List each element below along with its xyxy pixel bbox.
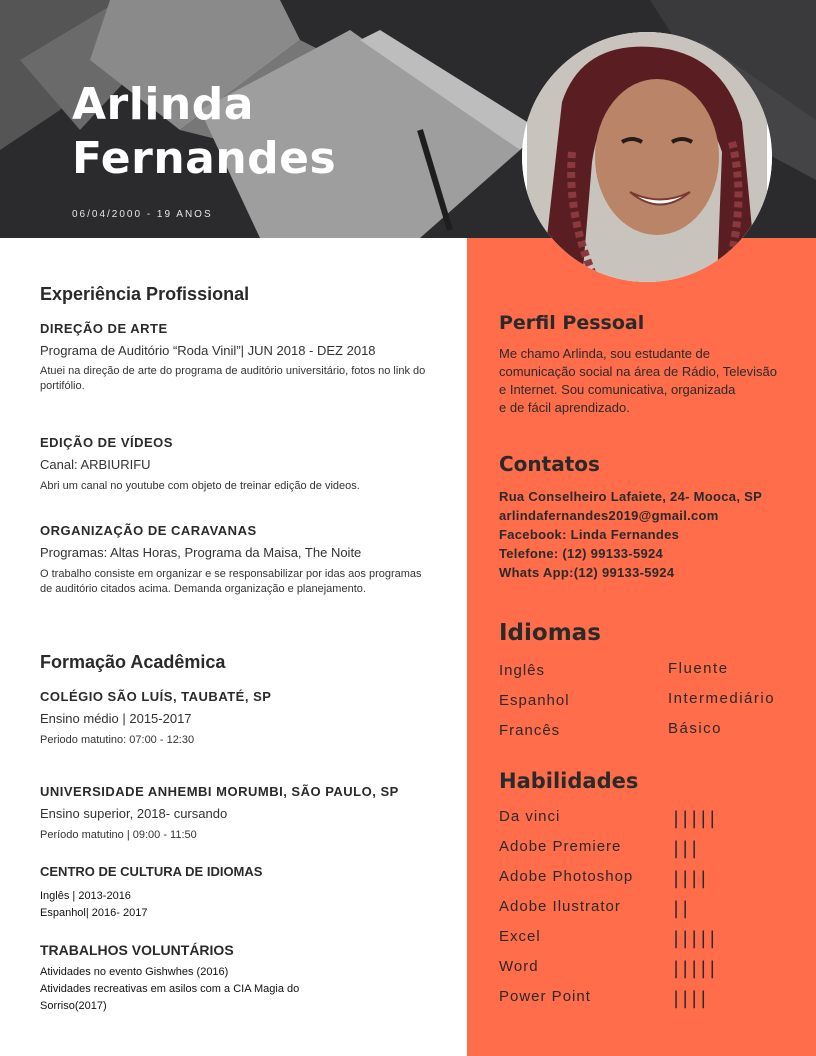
experience-item-title: DIREÇÃO DE ARTE [40, 321, 168, 336]
skill-row [499, 928, 809, 950]
volunteer-line: Atividades no evento Gishwhes (2016) [40, 966, 229, 978]
volunteer-line: Atividades recreativas em asilos com a CIA Magia do [40, 983, 300, 995]
skill-row [499, 988, 809, 1010]
skill-row [499, 808, 809, 830]
first-name: Arlinda [72, 79, 254, 130]
language-name: Espanhol [499, 692, 570, 709]
language-center-line: Espanhol| 2016- 2017 [40, 907, 148, 919]
skill-level-bars: |||| [673, 988, 710, 1009]
skill-name: Adobe Photoshop [499, 868, 634, 885]
experience-item-description: Abri um canal no youtube com objeto de treinar edição de videos. [40, 480, 360, 492]
last-name: Fernandes [72, 133, 337, 184]
language-level: Fluente [668, 660, 729, 677]
volunteer-title: TRABALHOS VOLUNTÁRIOS [40, 942, 234, 958]
skill-row [499, 898, 809, 920]
profile-text: Me chamo Arlinda, sou estudante de comunicação social na área de Rádio, Televisão e Internet. Sou comunicativa, organizada e de fácil aprendizado. [499, 346, 777, 415]
language-row [499, 662, 809, 684]
skill-level-bars: ||||| [673, 958, 719, 979]
skill-name: Excel [499, 928, 541, 945]
experience-item-subtitle: Canal: ARBIURIFU [40, 457, 151, 472]
skill-level-bars: ||||| [673, 928, 719, 949]
skill-level-bars: ||||| [673, 808, 719, 829]
skill-level-bars: || [673, 898, 692, 919]
skill-level-bars: |||| [673, 868, 710, 889]
experience-item-description: O trabalho consiste em organizar e se responsabilizar por idas aos programas de auditório citados acima. Demanda organização e planejamento. [40, 568, 422, 595]
language-center-title: CENTRO DE CULTURA DE IDIOMAS [40, 864, 263, 879]
experience-item-subtitle: Programa de Auditório “Roda Vinil”| JUN 2018 - DEZ 2018 [40, 343, 376, 358]
skill-name: Word [499, 958, 539, 975]
contact-phone: Telefone: (12) 99133-5924 [499, 546, 664, 561]
candidate-name [72, 78, 336, 186]
language-row [499, 692, 809, 714]
experience-item-title: EDIÇÃO DE VÍDEOS [40, 435, 173, 450]
skill-row [499, 868, 809, 890]
contacts-title: Contatos [499, 452, 600, 476]
education-title: Formação Acadêmica [40, 652, 226, 672]
education-item-description: Período matutino | 09:00 - 11:50 [40, 829, 197, 841]
language-center-line: Inglês | 2013-2016 [40, 890, 131, 902]
education-item-subtitle: Ensino médio | 2015-2017 [40, 711, 192, 726]
skill-name: Da vinci [499, 808, 561, 825]
skill-name: Power Point [499, 988, 591, 1005]
volunteer-line: Sorriso(2017) [40, 1000, 107, 1012]
contact-address: Rua Conselheiro Lafaiete, 24- Mooca, SP [499, 489, 763, 504]
experience-title: Experiência Profissional [40, 284, 250, 304]
profile-title: Perfil Pessoal [499, 312, 645, 334]
contacts-list [499, 487, 762, 582]
experience-item-description: Atuei na direção de arte do programa de auditório universitário, fotos no link do portifólio. [40, 365, 426, 392]
skill-name: Adobe Premiere [499, 838, 622, 855]
languages-title: Idiomas [499, 620, 601, 646]
skills-title: Habilidades [499, 769, 639, 793]
language-name: Inglês [499, 662, 546, 679]
skill-row [499, 958, 809, 980]
language-name: Francês [499, 722, 561, 739]
education-item-subtitle: Ensino superior, 2018- cursando [40, 806, 228, 821]
language-level: Intermediário [668, 690, 776, 707]
contact-email: arlindafernandes2019@gmail.com [499, 508, 719, 523]
contact-whatsapp: Whats App:(12) 99133-5924 [499, 565, 675, 580]
skill-row [499, 838, 809, 860]
education-item-description: Periodo matutino: 07:00 - 12:30 [40, 734, 195, 746]
experience-item-subtitle: Programas: Altas Horas, Programa da Maisa, The Noite [40, 545, 362, 560]
education-item-title: COLÉGIO SÃO LUÍS, TAUBATÉ, SP [40, 689, 272, 704]
experience-item-title: ORGANIZAÇÃO DE CARAVANAS [40, 523, 257, 538]
birth-date: 06/04/2000 - 19 ANOS [72, 209, 213, 220]
contact-facebook: Facebook: Linda Fernandes [499, 527, 680, 542]
education-item-title: UNIVERSIDADE ANHEMBI MORUMBI, SÃO PAULO, SP [40, 784, 399, 799]
skill-level-bars: ||| [673, 838, 701, 859]
language-level: Básico [668, 720, 723, 737]
profile-photo [522, 32, 772, 282]
language-row [499, 722, 809, 744]
skill-name: Adobe Ilustrator [499, 898, 621, 915]
